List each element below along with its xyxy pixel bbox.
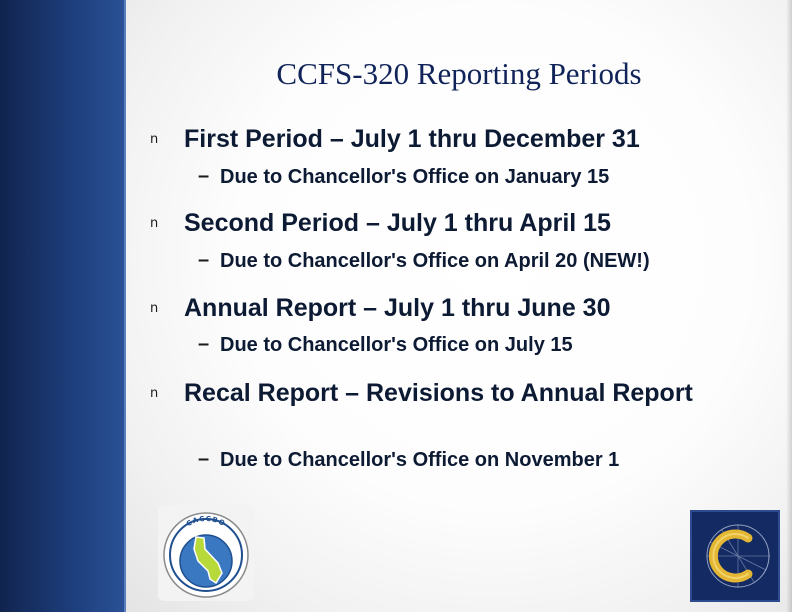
caccbo-seal-icon (158, 505, 254, 601)
bullet-text: Second Period – July 1 thru April 15 (184, 209, 611, 237)
bullet-text: Recal Report – Revisions to Annual Report (184, 379, 693, 407)
community-colleges-logo (690, 510, 780, 602)
sub-bullet-dash: – (198, 165, 210, 187)
bullet-marker: n (150, 386, 159, 401)
sub-bullet-dash: – (198, 249, 210, 271)
svg-text:CACCBO: CACCBO (185, 514, 227, 529)
sub-bullet-text: Due to Chancellor's Office on April 20 (NEW!) (220, 250, 650, 272)
community-colleges-c-icon (692, 512, 778, 600)
left-decorative-band (0, 0, 126, 612)
bullet-marker: n (150, 216, 159, 231)
bullet-text: First Period – July 1 thru December 31 (184, 125, 640, 153)
sub-bullet-text: Due to Chancellor's Office on July 15 (220, 334, 573, 356)
bullet-marker: n (150, 132, 159, 147)
sub-bullet-text: Due to Chancellor's Office on January 15 (220, 166, 610, 188)
bullet-marker: n (150, 301, 159, 316)
sub-bullet-dash: – (198, 448, 210, 470)
sub-bullet-dash: – (198, 333, 210, 355)
caccbo-seal-logo (158, 505, 254, 601)
sub-bullet-text: Due to Chancellor's Office on November 1 (220, 449, 620, 471)
slide-title: CCFS-320 Reporting Periods (276, 56, 642, 91)
bullet-text: Annual Report – July 1 thru June 30 (184, 294, 611, 322)
